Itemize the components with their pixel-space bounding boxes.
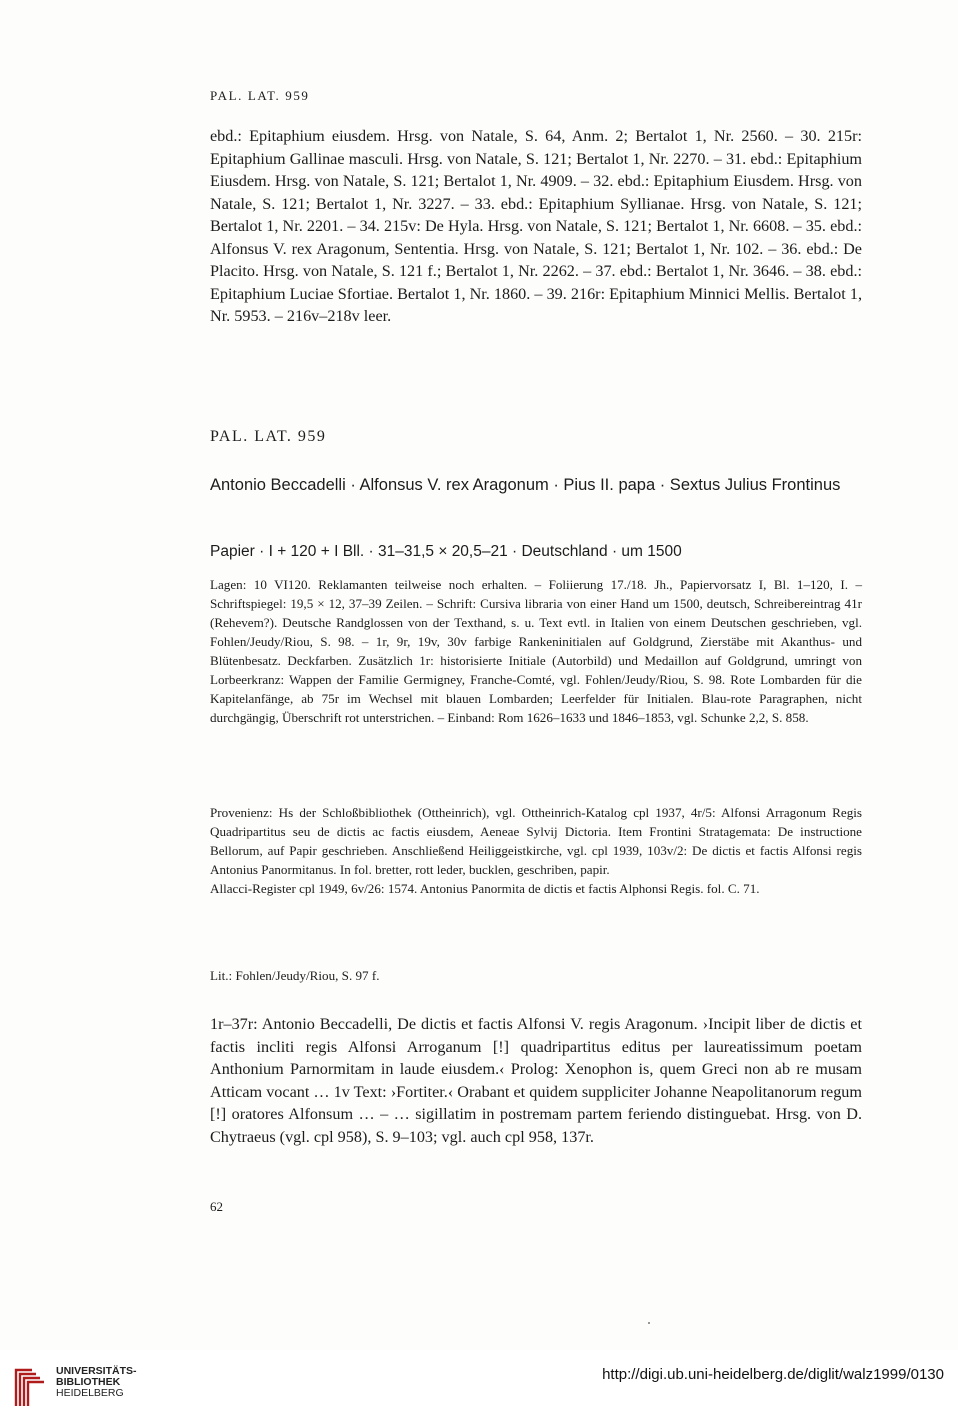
provenance-section xyxy=(210,803,862,898)
content-text: 1r–37r: Antonio Beccadelli, De dictis et factis Alfonsi V. regis Aragonum. ›Incipit liber de dictis et factis incliti regis Alfonsi Arroganum [!] quadripartitus editus per laureatissimum poetam Anthonium Parnormitam in laude eiusdem.‹ Prolog: Xenophon is, quem Greci non ab re musam Atticam vocant … 1v Text: ›Fortiter.‹ Orabant et quidem suppliciter Johanne Neapolitanorum regum [!] oratores Alfonsum … – … sigillatim in postremam partem feriendo distinguebat. Hrsg. von D. Chytraeus (vgl. cpl 958), S. 9–103; vgl. auch cpl 958, 137r. xyxy=(210,1015,862,1146)
entry-authors: Antonio Beccadelli · Alfonsus V. rex Aragonum · Pius II. papa · Sextus Julius Frontinus xyxy=(210,476,841,494)
scan-speck xyxy=(648,1322,650,1324)
page-number: 62 xyxy=(210,1199,223,1214)
library-logo-icon xyxy=(10,1362,50,1408)
literature-line: Lit.: Fohlen/Jeudy/Riou, S. 97 f. xyxy=(210,968,380,983)
description-text: Lagen: 10 VI120. Reklamanten teilweise noch erhalten. – Foliierung 17./18. Jh., Papiervorsatz I, Bl. 1–120, I. – Schriftspiegel: 19,5 × 12, 37–39 Zeilen. – Schrift: Cursiva libraria von einer Hand um 1500, deutsch, Schreibereintrag 41r (Rehevem?). Deutsche Randglossen von der Texthand, s. u. Text evtl. in Italien von einem Deutschen geschrieben, vgl. Fohlen/Jeudy/Riou, S. 98. – 1r, 9r, 19v, 30v farbige Rankeninitialen auf Goldgrund, Zierstäbe mit Akanthus- und Blütenbesatz. Deckfarben. Zusätzlich 1r: historisierte Initiale (Autorbild) und Medaillon auf Goldgrund, umringt von Lorbeerkranz: Wappen der Familie Germigney, Franche-Comté, vgl. Fohlen/Jeudy/Riou, S. 98. Rote Lombarden für die Kapitelanfänge, ab 75r im Wechsel mit blauen Lombarden; Leerfelder für Initialen. Blau-rote Paragraphen, nicht durchgängig, Überschrift rot unterstrichen. – Einband: Rom 1626–1633 und 1846–1853, vgl. Schunke 2,2, S. 858. xyxy=(210,577,862,725)
codicological-description xyxy=(210,575,862,727)
footer-bar xyxy=(0,1350,958,1425)
library-name-line-1: UNIVERSITÄTS- xyxy=(56,1365,137,1377)
continued-entry-text xyxy=(210,125,862,328)
provenance-text: Provenienz: Hs der Schloßbibliothek (Ottheinrich), vgl. Ottheinrich-Katalog cpl 1937, 4r/5: Alfonsi Arragonum Regis Quadripartitus seu de dictis ac factis eiusdem, Aeneae Sylvij Dictoria. Item Frontini Stratagemata: De instructione Bellorum, auf Papir geschrieben. Anschließend Heiliggeistkirche, vgl. cpl 1939, 103v/2: De dictis et factis Alfonsi regis Antonius Panormitanus. In fol. bretter, rott leder, bucklen, geschriben, papir. xyxy=(210,805,862,877)
entry-shelfmark: PAL. LAT. 959 xyxy=(210,428,327,445)
library-name-line-3: HEIDELBERG xyxy=(56,1387,124,1399)
content-section xyxy=(210,1013,862,1148)
library-name-line-2: BIBLIOTHEK xyxy=(56,1376,121,1388)
continued-text: ebd.: Epitaphium eiusdem. Hrsg. von Natale, S. 64, Anm. 2; Bertalot 1, Nr. 2560. – 30. 215r: Epitaphium Gallinae masculi. Hrsg. von Natale, S. 121; Bertalot 1, Nr. 2270. – 31. ebd.: Epitaphium Eiusdem. Hrsg. von Natale, S. 121; Bertalot 1, Nr. 4909. – 32. ebd.: Epitaphium Eiusdem. Hrsg. von Natale, S. 121; Bertalot 1, Nr. 3227. – 33. ebd.: Epitaphium Syllianae. Hrsg. von Natale, S. 121; Bertalot 1, Nr. 2201. – 34. 215v: De Hyla. Hrsg. von Natale, S. 121; Bertalot 1, Nr. 6608. – 35. ebd.: Alfonsus V. rex Aragonum, Sententia. Hrsg. von Natale, S. 121; Bertalot 1, Nr. 102. – 36. ebd.: De Placito. Hrsg. von Natale, S. 121 f.; Bertalot 1, Nr. 2262. – 37. ebd.: Bertalot 1, Nr. 3646. – 38. ebd.: Epitaphium Luciae Sfortiae. Bertalot 1, Nr. 1860. – 39. 216r: Epitaphium Minnici Mellis. Bertalot 1, Nr. 5953. – 216v–218v leer. xyxy=(210,127,862,325)
entry-physical-meta: Papier · I + 120 + I Bll. · 31–31,5 × 20,5–21 · Deutschland · um 1500 xyxy=(210,543,682,560)
running-head: PAL. LAT. 959 xyxy=(210,88,310,103)
library-name xyxy=(56,1366,137,1399)
source-url-link[interactable]: http://digi.ub.uni-heidelberg.de/diglit/walz1999/0130 xyxy=(602,1366,944,1383)
allacci-register-text: Allacci-Register cpl 1949, 6v/26: 1574. Antonius Panormita de dictis et factis Alphonsi Regis. fol. C. 71. xyxy=(210,881,760,896)
